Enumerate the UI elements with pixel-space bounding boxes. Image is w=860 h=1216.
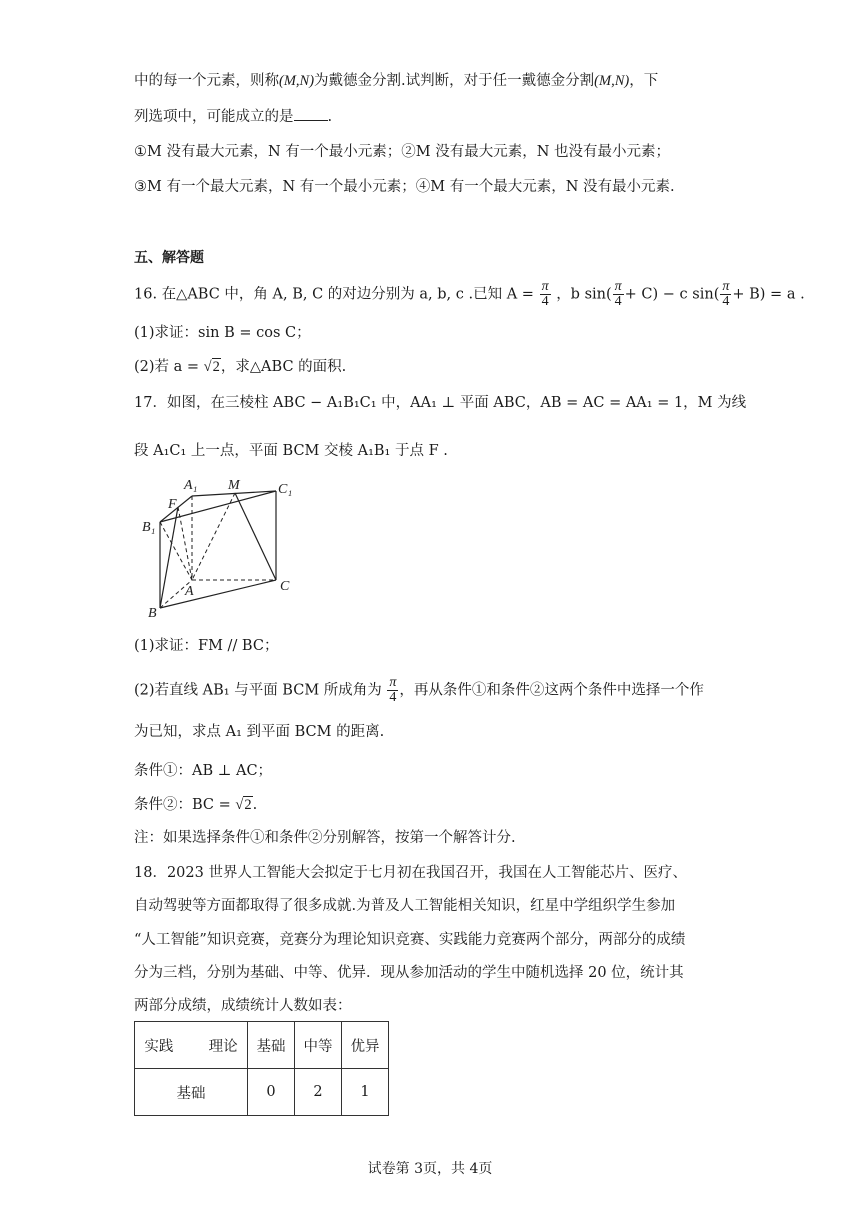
table-cell: 0 (248, 1069, 295, 1116)
label-C1: C₁ (278, 482, 293, 497)
intro-options-2: ③M 有一个最大元素，N 有一个最小元素；④M 有一个最大元素，N 没有最小元素. (134, 179, 675, 195)
intro-line-1 (134, 70, 658, 92)
frac-den: 4 (389, 690, 397, 705)
table-row (135, 1069, 389, 1116)
q17-note: 注：如果选择条件①和条件②分别解答，按第一个解答计分. (134, 830, 516, 846)
table-cell: 2 (295, 1069, 342, 1116)
intro-end: . (327, 109, 333, 125)
frac-num: π (541, 279, 549, 294)
q16-p2-text-b: ，求△ABC 的面积. (220, 359, 347, 375)
cond2-text-b: . (252, 797, 258, 813)
row-label: 基础 (135, 1069, 248, 1116)
frac-den: 4 (541, 294, 549, 309)
table-header-row (135, 1022, 389, 1069)
q18-line-1: 18．2023 世界人工智能大会拟定于七月初在我国召开，我国在人工智能芯片、医疗、 (134, 865, 687, 881)
intro-text-b: 为戴德金分割.试判断，对于任一戴德金分割 (314, 73, 595, 89)
q16-text-c: + C) − c sin( (624, 286, 720, 303)
q17-part-1: (1)求证：FM // BC； (134, 638, 279, 654)
intro-line-2 (134, 106, 332, 128)
fraction-pi-4 (613, 280, 624, 309)
q18-line-5: 两部分成绩，成绩统计人数如表： (134, 998, 352, 1014)
q16-line-1 (134, 280, 805, 309)
sqrt-2: √2 (203, 359, 220, 375)
answer-blank[interactable] (294, 106, 328, 121)
frac-den: 4 (722, 294, 730, 309)
intro-text-c: ，下 (629, 73, 659, 89)
label-A1: A₁ (184, 478, 198, 493)
q18-line-3: “人工智能”知识竞赛，竞赛分为理论知识竞赛、实践能力竞赛两个部分，两部分的成绩 (134, 932, 686, 948)
q17-line-1: 17．如图，在三棱柱 ABC − A₁B₁C₁ 中，AA₁ ⊥ 平面 ABC，AB = AC = AA₁ = 1，M 为线 (134, 395, 747, 411)
intro-pair-2: (M,N) (594, 73, 630, 89)
frac-num: π (389, 675, 397, 690)
intro-question: 列选项中，可能成立的是 (134, 109, 294, 125)
q17-p2-text-b: ，再从条件①和条件②这两个条件中选择一个作 (399, 682, 704, 699)
fraction-pi-4 (720, 280, 731, 309)
intro-options-1: ①M 没有最大元素，N 有一个最小元素；②M 没有最大元素，N 也没有最小元素； (134, 144, 671, 160)
q16-part-2 (134, 356, 346, 378)
q16-text-a: 16. 在△ABC 中，角 A, B, C 的对边分别为 a, b, c .已知 A = (134, 286, 534, 303)
q18-line-4: 分为三档，分别为基础、中等、优异．现从参加活动的学生中随机选择 20 位，统计其 (134, 965, 684, 981)
label-C: C (280, 579, 290, 594)
q17-condition-1: 条件①：AB ⊥ AC； (134, 763, 273, 779)
frac-num: π (722, 279, 730, 294)
label-F: F (168, 497, 177, 512)
radicand: 2 (244, 797, 252, 813)
corner-theory: 理论 (208, 1038, 238, 1055)
q17-condition-2 (134, 794, 257, 816)
frac-den: 4 (614, 294, 622, 309)
score-table (134, 1021, 389, 1116)
label-B1: B₁ (142, 520, 156, 535)
label-A: A (185, 584, 194, 599)
fraction-pi-4 (540, 280, 551, 309)
section-title: 五、解答题 (134, 250, 204, 266)
intro-pair-1: (M,N) (279, 73, 315, 89)
q17-part-2-cont: 为已知，求点 A₁ 到平面 BCM 的距离. (134, 724, 385, 740)
q16-part-1: (1)求证：sin B = cos C； (134, 325, 311, 341)
frac-num: π (614, 279, 622, 294)
table-cell: 1 (342, 1069, 389, 1116)
prism-figure (140, 475, 300, 620)
q16-p2-text-a: (2)若 a = (134, 359, 200, 375)
q16-text-b: ，b sin( (556, 286, 612, 303)
corner-practice: 实践 (144, 1038, 174, 1055)
radicand: 2 (212, 359, 220, 375)
intro-text-a: 中的每一个元素，则称 (134, 73, 279, 89)
q16-text-d: + B) = a . (732, 286, 805, 303)
header-basic: 基础 (248, 1022, 295, 1069)
table-corner (135, 1022, 248, 1069)
header-medium: 中等 (295, 1022, 342, 1069)
q18-line-2: 自动驾驶等方面都取得了很多成就.为普及人工智能相关知识，红星中学组织学生参加 (134, 898, 676, 914)
sqrt-2: √2 (235, 797, 252, 813)
page-footer: 试卷第 3页，共 4页 (367, 1161, 493, 1177)
label-B: B (148, 606, 157, 620)
q17-p2-text-a: (2)若直线 AB₁ 与平面 BCM 所成角为 (134, 682, 382, 699)
label-M: M (228, 478, 240, 493)
fraction-pi-4 (387, 676, 398, 705)
cond2-text-a: 条件②：BC = (134, 797, 231, 813)
q17-line-2: 段 A₁C₁ 上一点，平面 BCM 交棱 A₁B₁ 于点 F . (134, 443, 448, 459)
header-excellent: 优异 (342, 1022, 389, 1069)
q17-part-2 (134, 676, 704, 705)
